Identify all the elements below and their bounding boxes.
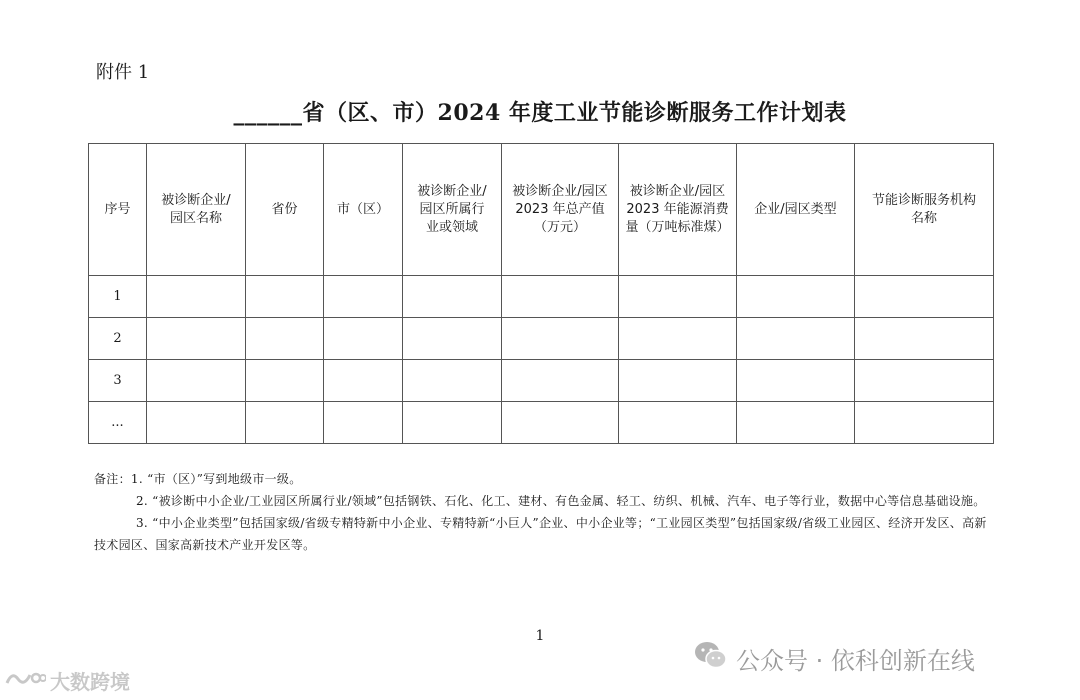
table-row — [89, 276, 994, 318]
table-cell — [403, 402, 502, 444]
header-cell: 省份 — [246, 144, 324, 276]
table-cell — [403, 360, 502, 402]
table-cell — [324, 318, 403, 360]
table-cell: 1 — [89, 276, 147, 318]
header-cell: 被诊断企业/园区 2023 年能源消费 量（万吨标准煤） — [619, 144, 737, 276]
table-cell — [502, 276, 619, 318]
note-item: 3. “中小企业类型”包括国家级/省级专精特新中小企业、专精特新“小巨人”企业、中小企业等；“工业园区类型”包括国家级/省级工业园区、经济开发区、高新技术园区、国家高新技术产业开发区等。 — [94, 516, 987, 552]
table-cell — [737, 276, 855, 318]
table-cell — [147, 318, 246, 360]
brand-watermark — [4, 666, 130, 695]
table-cell: ... — [89, 402, 147, 444]
table-cell — [855, 402, 994, 444]
table-cell — [324, 402, 403, 444]
table-cell — [403, 318, 502, 360]
table-cell — [619, 318, 737, 360]
table-cell — [324, 276, 403, 318]
table-cell: 3 — [89, 360, 147, 402]
table-cell — [855, 276, 994, 318]
table-row — [89, 318, 994, 360]
work-plan-table — [88, 143, 994, 444]
page-number: 1 — [535, 628, 545, 644]
table-header-row — [89, 144, 994, 276]
table-cell — [737, 318, 855, 360]
brand-watermark-text: 大数跨境 — [50, 670, 130, 694]
table-cell — [502, 318, 619, 360]
table-cell — [324, 360, 403, 402]
table-cell — [855, 360, 994, 402]
header-cell: 被诊断企业/ 园区名称 — [147, 144, 246, 276]
header-cell: 企业/园区类型 — [737, 144, 855, 276]
table-row — [89, 360, 994, 402]
table-cell — [502, 402, 619, 444]
table-cell — [737, 402, 855, 444]
wechat-icon — [694, 640, 728, 676]
table-cell — [246, 402, 324, 444]
table-cell — [737, 360, 855, 402]
table-cell — [147, 360, 246, 402]
note-item: 备注：1. “市（区）”写到地级市一级。 — [94, 472, 302, 486]
header-cell: 被诊断企业/园区 2023 年总产值 （万元） — [502, 144, 619, 276]
table-cell — [619, 360, 737, 402]
table-cell — [246, 276, 324, 318]
header-cell: 被诊断企业/ 园区所属行 业或领域 — [403, 144, 502, 276]
table-cell — [619, 276, 737, 318]
header-cell: 节能诊断服务机构 名称 — [855, 144, 994, 276]
header-cell: 序号 — [89, 144, 147, 276]
table-cell — [147, 276, 246, 318]
document-title: ______省（区、市）2024 年度工业节能诊断服务工作计划表 — [233, 100, 847, 126]
table-row — [89, 402, 994, 444]
table-cell — [147, 402, 246, 444]
table-cell — [246, 318, 324, 360]
wechat-watermark — [694, 640, 975, 676]
table-cell — [246, 360, 324, 402]
notes-section — [94, 468, 990, 556]
table-cell — [619, 402, 737, 444]
brand-logo-icon — [4, 667, 46, 694]
note-item: 2. “被诊断中小企业/工业园区所属行业/领域”包括钢铁、石化、化工、建材、有色金属、轻工、纺织、机械、汽车、电子等行业，数据中心等信息基础设施。 — [136, 494, 986, 508]
header-cell: 市（区） — [324, 144, 403, 276]
table-cell: 2 — [89, 318, 147, 360]
attachment-label: 附件 1 — [96, 62, 150, 83]
wechat-watermark-text: 公众号 · 依科创新在线 — [736, 646, 975, 675]
table-cell — [502, 360, 619, 402]
table-cell — [855, 318, 994, 360]
table-cell — [403, 276, 502, 318]
